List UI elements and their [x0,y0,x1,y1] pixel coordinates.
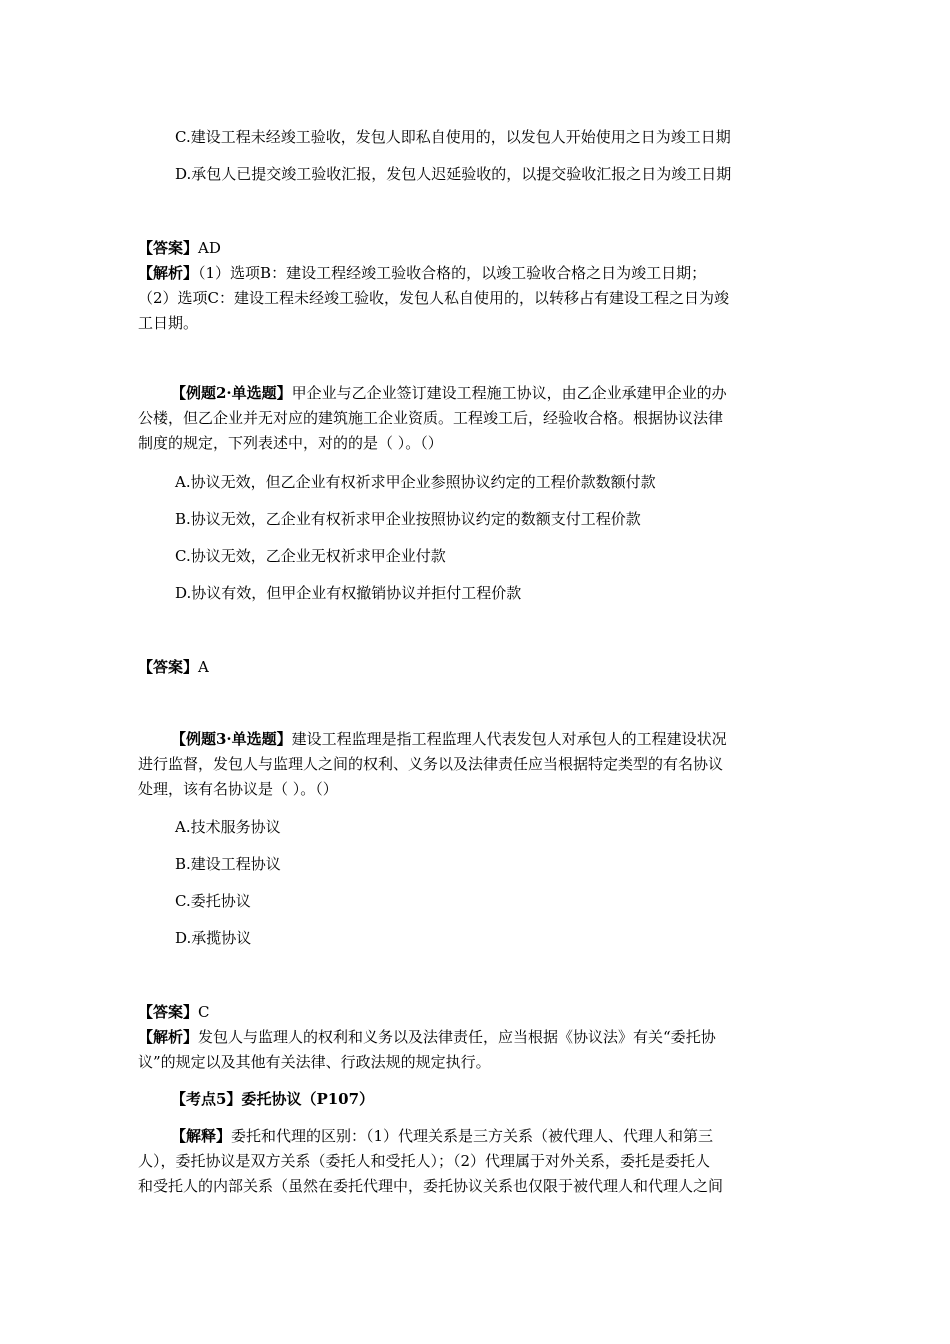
answer-value: A [198,658,209,676]
q3-label: 【例题3·单选题】 [171,730,292,748]
q2-answer [138,657,209,677]
q3-answer [138,1002,210,1022]
answer-label: 【答案】 [138,1003,199,1021]
q3-stem-line-1: 【例题3·单选题】建设工程监理是指工程监理人代表发包人对承包人的工程建设状况 [171,730,727,748]
q2-option-b: B.协议无效，乙企业有权祈求甲企业按照协议约定的数额支付工程价款 [175,510,641,528]
point5-explain-line-3: 和受托人的内部关系（虽然在委托代理中，委托协议关系也仅限于被代理人和代理人之间 [138,1177,724,1195]
q2-stem-line-2: 公楼，但乙企业并无对应的建筑施工企业资质。工程竣工后，经验收合格。根据协议法律 [138,409,724,427]
q2-option-c: C.协议无效，乙企业无权祈求甲企业付款 [175,547,446,565]
q3-analysis-line-2: 议”的规定以及其他有关法律、行政法规的规定执行。 [138,1053,491,1071]
answer-label: 【答案】 [138,239,199,257]
answer-value: AD [198,239,221,257]
q3-stem-line-2: 进行监督，发包人与监理人之间的权利、义务以及法律责任应当根据特定类型的有名协议 [138,755,724,773]
q1-analysis-line-3: 工日期。 [138,314,199,332]
q3-option-b: B.建设工程协议 [175,855,281,873]
q1-option-c: C.建设工程未经竣工验收，发包人即私自使用的，以发包人开始使用之日为竣工日期 [175,128,731,146]
q1-answer [138,238,221,258]
q1-option-d: D.承包人已提交竣工验收汇报，发包人迟延验收的，以提交验收汇报之日为竣工日期 [175,165,732,183]
q3-stem-line-3: 处理，该有名协议是（ ）。（） [138,780,338,798]
point5-heading: 【考点5】委托协议（P107） [171,1090,375,1108]
explain-label: 【解释】 [171,1127,232,1145]
point5-explain-line-2: 人），委托协议是双方关系（委托人和受托人）；（2）代理属于对外关系，委托是委托人 [138,1152,711,1170]
q3-analysis-line-1: 【解析】发包人与监理人的权利和义务以及法律责任，应当根据《协议法》有关“委托协 [138,1028,716,1046]
point5-explain-line-1: 【解释】委托和代理的区别：（1）代理关系是三方关系（被代理人、代理人和第三 [171,1127,714,1145]
answer-value: C [198,1003,210,1021]
q2-label: 【例题2·单选题】 [171,384,292,402]
q2-stem-line-3: 制度的规定，下列表述中，对的的是（ ）。（） [138,434,443,452]
q1-analysis-line-2: （2）选项C：建设工程未经竣工验收，发包人私自使用的，以转移占有建设工程之日为竣 [138,289,730,307]
q3-option-c: C.委托协议 [175,892,251,910]
q3-option-d: D.承揽协议 [175,929,252,947]
q3-option-a: A.技术服务协议 [175,818,281,836]
analysis-label: 【解析】 [138,1028,199,1046]
q1-analysis-line-1: 【解析】（1）选项B：建设工程经竣工验收合格的，以竣工验收合格之日为竣工日期； [138,264,707,282]
q2-option-d: D.协议有效，但甲企业有权撤销协议并拒付工程价款 [175,584,522,602]
q2-option-a: A.协议无效，但乙企业有权祈求甲企业参照协议约定的工程价款数额付款 [175,473,656,491]
analysis-label: 【解析】 [138,264,199,282]
answer-label: 【答案】 [138,658,199,676]
q2-stem-line-1: 【例题2·单选题】甲企业与乙企业签订建设工程施工协议，由乙企业承建甲企业的办 [171,384,727,402]
